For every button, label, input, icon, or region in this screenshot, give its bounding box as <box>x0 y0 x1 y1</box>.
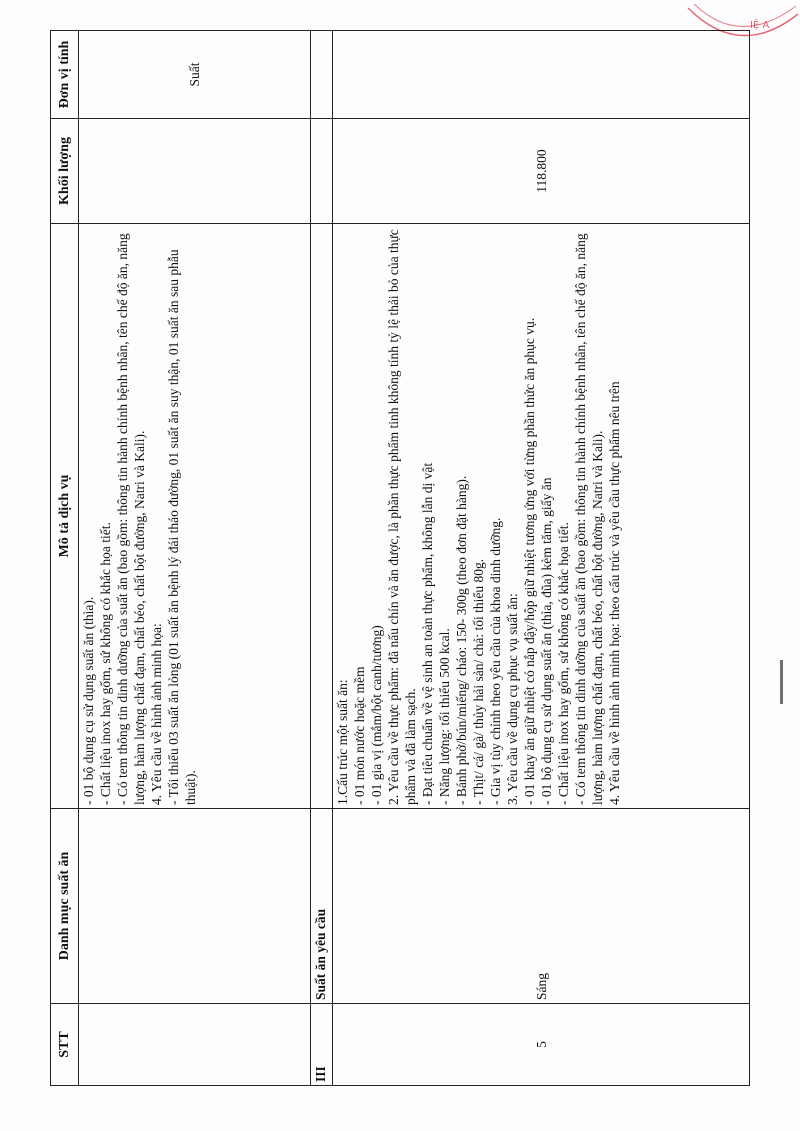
section-row <box>311 31 333 1086</box>
margin-mark <box>780 660 783 704</box>
unit-cell-empty <box>333 31 750 119</box>
table-header-row <box>51 31 79 1086</box>
desc-line: 2. Yêu cầu về thực phẩm: đã nấu chín và ăn được, là phần thực phẩm tinh không tính tỷ lệ thải bỏ của thực phẩm và đã làm sạch. <box>386 229 418 805</box>
desc-line: - 01 khay ăn giữ nhiệt có nắp đậy/hộp giữ nhiệt tương ứng với từng phần thức ăn phục vụ. <box>522 317 537 805</box>
header-description: Mô tả dịch vụ <box>51 224 79 809</box>
desc-line: - Chất liệu inox hay gốm, sứ không có khắc họa tiết. <box>98 522 113 805</box>
desc-line: 4. Yêu cầu về hình ảnh minh họa: theo cấu trúc và yêu cầu thực phẩm nêu trên <box>607 381 622 805</box>
stt-cell-empty <box>79 1004 311 1086</box>
desc-line: - Chất liệu inox hay gốm, sứ không có khắc họa tiết. <box>556 522 571 805</box>
desc-line: 4. Yêu cầu về hình ảnh minh họa: <box>149 623 164 805</box>
desc-line: - Có tem thông tin dinh dưỡng của suất ăn (bao gồm: thông tin hành chính bệnh nhân, tên chế độ ăn, năng lượng, hàm lượng chất đạm, chất béo, chất bột đường, Natri và Kali). <box>115 233 147 805</box>
section-empty-cell <box>311 224 333 809</box>
desc-line: - Năng lượng: tối thiểu 500 kcal. <box>437 628 452 805</box>
unit-cell: Suất <box>79 31 311 119</box>
quantity-cell-empty <box>79 119 311 224</box>
rotated-table-wrapper <box>50 31 750 1086</box>
desc-line: - 01 bộ dụng cụ sử dụng suất ăn (thìa, đũa) kèm tăm, giấy ăn <box>539 477 554 805</box>
section-number: III <box>311 1004 333 1086</box>
category-cell: Sáng <box>333 809 750 1004</box>
description-cell <box>333 224 750 809</box>
header-quantity: Khối lượng <box>51 119 79 224</box>
desc-line: - Thịt/ cá/ gà/ thủy hải sản/ chả: tối thiểu 80g. <box>471 558 486 805</box>
desc-line: - Có tem thông tin dinh dưỡng của suất ăn (bao gồm: thông tin hành chính bệnh nhân, tên chế độ ăn, năng lượng, hàm lượng chất đạm, chất béo, chất bột đường, Natri và Kali). <box>573 233 605 805</box>
header-category: Danh mục suất ăn <box>51 809 79 1004</box>
section-empty-cell <box>311 31 333 119</box>
desc-line: - 01 món nước hoặc mềm <box>352 666 367 805</box>
stt-cell: 5 <box>333 1004 750 1086</box>
desc-line: 1.Cấu trúc một suất ăn: <box>335 679 350 805</box>
header-unit: Đơn vị tính <box>51 31 79 119</box>
desc-line: - Tối thiểu 03 suất ăn lỏng (01 suất ăn bệnh lý đái tháo đường, 01 suất ăn suy thận, 01 suất ăn sau phẫu thuật). <box>166 249 198 805</box>
quantity-cell: 118.800 <box>333 119 750 224</box>
svg-text:IỆ A: IỆ A <box>750 20 770 31</box>
desc-line: - Bánh phở/bún/miếng/ cháo: 150- 300g (theo đơn đặt hàng). <box>454 475 469 805</box>
section-title: Suất ăn yêu cầu <box>311 809 333 1004</box>
service-table <box>50 30 750 1086</box>
table-row-5 <box>333 31 750 1086</box>
description-cell <box>79 224 311 809</box>
desc-line: - 01 gia vị (mắm/bột canh/tương) <box>369 625 384 805</box>
desc-line: 3. Yêu cầu về dụng cụ phục vụ suất ăn: <box>505 593 520 805</box>
header-stt: STT <box>51 1004 79 1086</box>
desc-line: - Đạt tiêu chuẩn về vệ sinh an toàn thực phẩm, không lẫn dị vật <box>420 462 435 805</box>
desc-line: - 01 bộ dụng cụ sử dụng suất ăn (thìa). <box>81 596 96 805</box>
desc-line: - Gia vị tùy chỉnh theo yêu cầu của khoa dinh dưỡng. <box>488 517 503 805</box>
section-empty-cell <box>311 119 333 224</box>
table-row-continued <box>79 31 311 1086</box>
category-cell-empty <box>79 809 311 1004</box>
